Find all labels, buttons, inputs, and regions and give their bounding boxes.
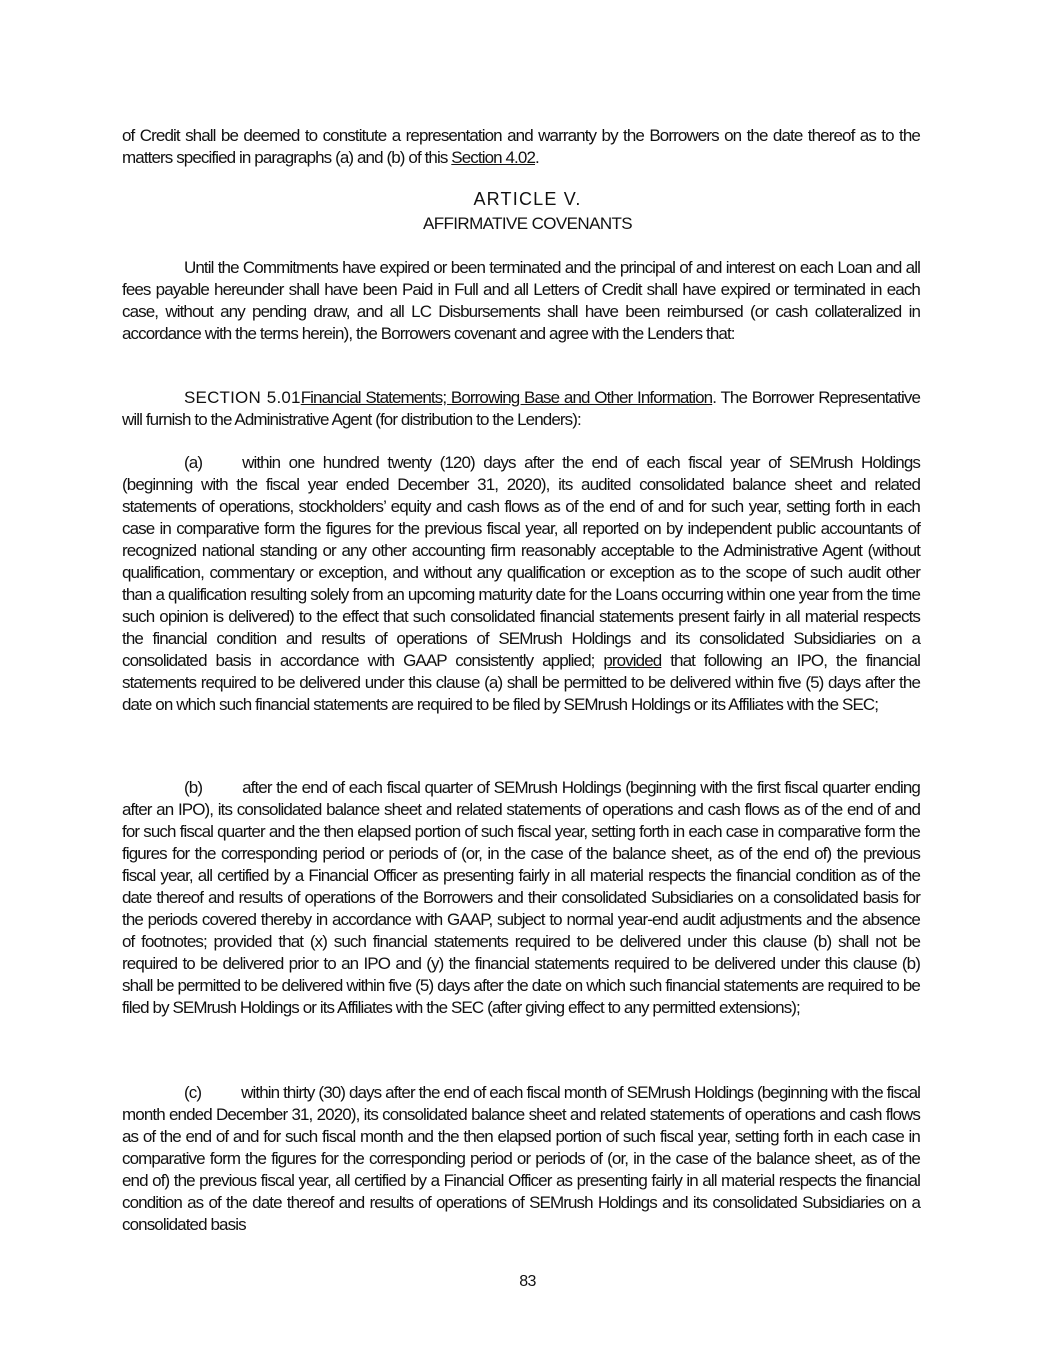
carryover-paragraph bbox=[122, 125, 920, 169]
intro-paragraph bbox=[122, 257, 920, 345]
clause-a-provided: provided bbox=[603, 651, 662, 670]
clause-b-label: (b) bbox=[184, 778, 203, 797]
article-title: AFFIRMATIVE COVENANTS bbox=[422, 214, 633, 233]
clause-b bbox=[122, 777, 920, 1019]
carryover-text: of Credit shall be deemed to constitute a representation and warranty by the Borrowers on the date thereof as to the matters specified in paragraphs (a) and (b) of this bbox=[122, 126, 920, 167]
clause-c-text: within thirty (30) days after the end of each fiscal month of SEMrush Holdings (beginning with the fiscal month ended December 31, 2020), its consolidated balance sheet and related statements of operations and cash flows as of the end of and for such fiscal month and the then elapsed portion of such fiscal year, setting forth in each case in comparative form the figures for the corresponding period or periods of (or, in the case of the balance sheet, as of the end of) the previous fiscal year, all certified by a Financial Officer as presenting fairly in all material respects the financial condition as of the date thereof and results of operations of SEMrush Holdings and its consolidated Subsidiaries on a consolidated basis bbox=[122, 1083, 920, 1234]
section-5-01-paragraph bbox=[122, 387, 920, 431]
page-number: 83 bbox=[519, 1273, 536, 1290]
section-text: . The Borrower Representative will furnish to the Administrative Agent (for distribution to the Lenders): bbox=[122, 388, 920, 429]
clause-c bbox=[122, 1082, 920, 1236]
clause-b-text: after the end of each fiscal quarter of SEMrush Holdings (beginning with the first fiscal quarter ending after an IPO), its consolidated balance sheet and related statements of operations and cash flows as of the end of and for such fiscal quarter and the then elapsed portion of such fiscal year, setting forth in each case in comparative form the figures for the corresponding period or periods of (or, in the case of the balance sheet, as of the end of) the previous fiscal year, all certified by a Financial Officer as presenting fairly in all material respects the financial condition as of the date thereof and results of operations of the Borrowers and their consolidated Subsidiaries on a consolidated basis for the periods covered thereby in accordance with GAAP, subject to normal year-end audit adjustments and the absence of footnotes; provided that (x) such financial statements required to be delivered under this clause (b) shall not be required to be delivered prior to an IPO and (y) the financial statements required to be delivered under this clause (b) shall be permitted to be delivered within five (5) days after the date on which such financial statements are required to be filed by SEMrush Holdings or its Affiliates with the SEC (after giving effect to any permitted extensions); bbox=[122, 778, 920, 1017]
section-number: SECTION 5.01 bbox=[184, 388, 301, 407]
clause-a bbox=[122, 452, 920, 716]
clause-a-label: (a) bbox=[184, 453, 203, 472]
section-heading: Financial Statements; Borrowing Base and Other Information bbox=[300, 388, 713, 407]
section-4-02-reference: Section 4.02 bbox=[451, 148, 535, 167]
intro-text: Until the Commitments have expired or been terminated and the principal of and interest on each Loan and all fees payable hereunder shall have been Paid in Full and all Letters of Credit shall have expired or terminated in each case, without any pending draw, and all LC Disbursements shall have been reimbursed (or cash collateralized in accordance with the terms herein), the Borrowers covenant and agree with the Lenders that: bbox=[122, 258, 920, 343]
article-number: ARTICLE V. bbox=[473, 189, 582, 209]
carryover-end: . bbox=[535, 148, 539, 167]
clause-a-text-after: that following an IPO, the financial statements required to be delivered under this clause (a) shall be permitted to be delivered within five (5) days after the date on which such financial statements are required to be filed by SEMrush Holdings or its Affiliates with the SEC; bbox=[122, 651, 920, 714]
clause-c-label: (c) bbox=[184, 1083, 202, 1102]
clause-a-text-before: within one hundred twenty (120) days after the end of each fiscal year of SEMrush Holdings (beginning with the fiscal year ended December 31, 2020), its audited consolidated balance sheet and related statements of operations, stockholders’ equity and cash flows as of the end of and for such year, setting forth in each case in comparative form the figures for the previous fiscal year, all reported on by independent public accountants of recognized national standing or any other accounting firm reasonably acceptable to the Administrative Agent (without qualification, commentary or exception, and without any qualification or exception as to the scope of such audit other than a qualification resulting solely from an upcoming maturity date for the Loans occurring within one year from the time such opinion is delivered) to the effect that such consolidated financial statements present fairly in all material respects the financial condition and results of operations of SEMrush Holdings and its consolidated Subsidiaries on a consolidated basis in accordance with GAAP consistently applied; bbox=[122, 453, 920, 670]
